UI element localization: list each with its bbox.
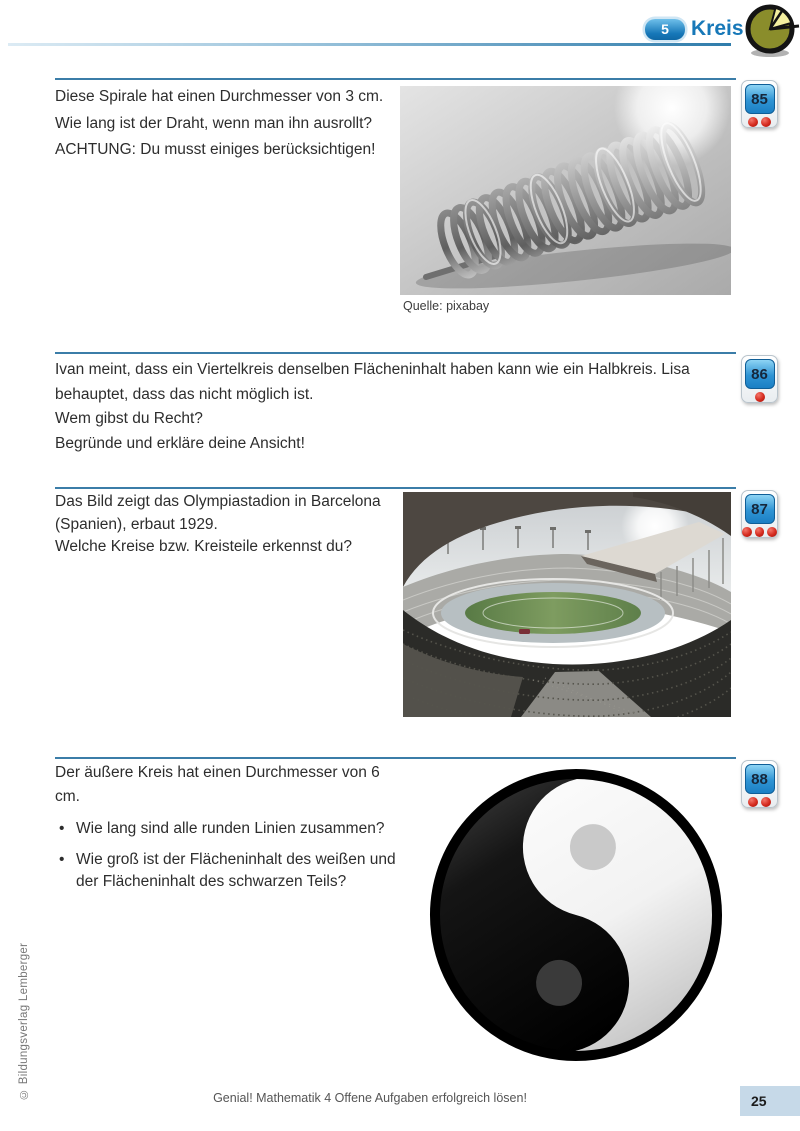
difficulty-dots [742, 797, 777, 807]
task-88-badge [741, 760, 778, 808]
chapter-number-badge [645, 19, 685, 40]
task-88-bullet-1: • Wie lang sind alle runden Linien zusammen? [55, 818, 400, 840]
publisher-copyright: © Bildungsverlag Lemberger [18, 942, 30, 1100]
difficulty-dot [761, 117, 771, 127]
task-88-rule [55, 757, 736, 759]
task-85-line-2: Wie lang ist der Draht, wenn man ihn ausrollt? [55, 114, 373, 132]
task-85-badge [741, 80, 778, 128]
olympic-stadium-photo [403, 492, 731, 722]
task-88-intro: Der äußere Kreis hat einen Durchmesser von 6 cm. [55, 764, 380, 805]
task-87-text [55, 491, 395, 559]
task-85-line-1: Diese Spirale hat einen Durchmesser von 3 cm. [55, 88, 384, 105]
task-85-number: 85 [745, 84, 775, 114]
task-86-paragraph-1: Ivan meint, dass ein Viertelkreis denselben Flächeninhalt haben kann wie ein Halbkreis. Lisa behauptet, dass das nicht möglich ist. [55, 361, 690, 403]
difficulty-dot [742, 527, 752, 537]
task-87-number: 87 [745, 494, 775, 524]
difficulty-dot [748, 117, 758, 127]
pie-clock-icon [741, 1, 800, 64]
difficulty-dots [742, 117, 777, 127]
task-88-bullet-2: • Wie groß ist der Flächeninhalt des weißen und der Flächeninhalt des schwarzen Teils? [55, 849, 400, 893]
task-86-badge [741, 355, 778, 403]
page-number: 25 [740, 1086, 800, 1116]
difficulty-dot [767, 527, 777, 537]
task-87-rule [55, 487, 736, 489]
difficulty-dot [748, 797, 758, 807]
header-rule [8, 43, 731, 46]
footer-book-title: Genial! Mathematik 4 Offene Aufgaben erfolgreich lösen! [213, 1091, 527, 1105]
difficulty-dots [742, 527, 777, 537]
task-88-bullet-list [55, 818, 400, 893]
task-86-rule [55, 352, 736, 354]
task-87-badge [741, 490, 778, 538]
task-86-text [55, 358, 737, 456]
chapter-number: 5 [661, 21, 669, 37]
difficulty-dots [742, 392, 777, 402]
chapter-title: Kreis [691, 17, 744, 40]
yin-yang-image [422, 761, 730, 1074]
task-88-text [55, 761, 400, 893]
task-86-paragraph-2: Wem gibst du Recht? [55, 410, 203, 427]
task-86-paragraph-3: Begründe und erkläre deine Ansicht! [55, 434, 305, 452]
metal-spring-photo [400, 86, 731, 300]
photo-source-caption: Quelle: pixabay [403, 299, 490, 313]
task-88-number: 88 [745, 764, 775, 794]
task-85-rule [55, 78, 736, 80]
task-87-paragraph-1: Das Bild zeigt das Olympiastadion in Barcelona (Spanien), erbaut 1929. [55, 493, 381, 533]
difficulty-dot [755, 392, 765, 402]
task-85-text [55, 84, 400, 164]
difficulty-dot [755, 527, 765, 537]
task-85-line-3: ACHTUNG: Du musst einiges berücksichtigen! [55, 141, 376, 158]
difficulty-dot [761, 797, 771, 807]
task-87-paragraph-2: Welche Kreise bzw. Kreisteile erkennst du? [55, 538, 352, 555]
task-86-number: 86 [745, 359, 775, 389]
